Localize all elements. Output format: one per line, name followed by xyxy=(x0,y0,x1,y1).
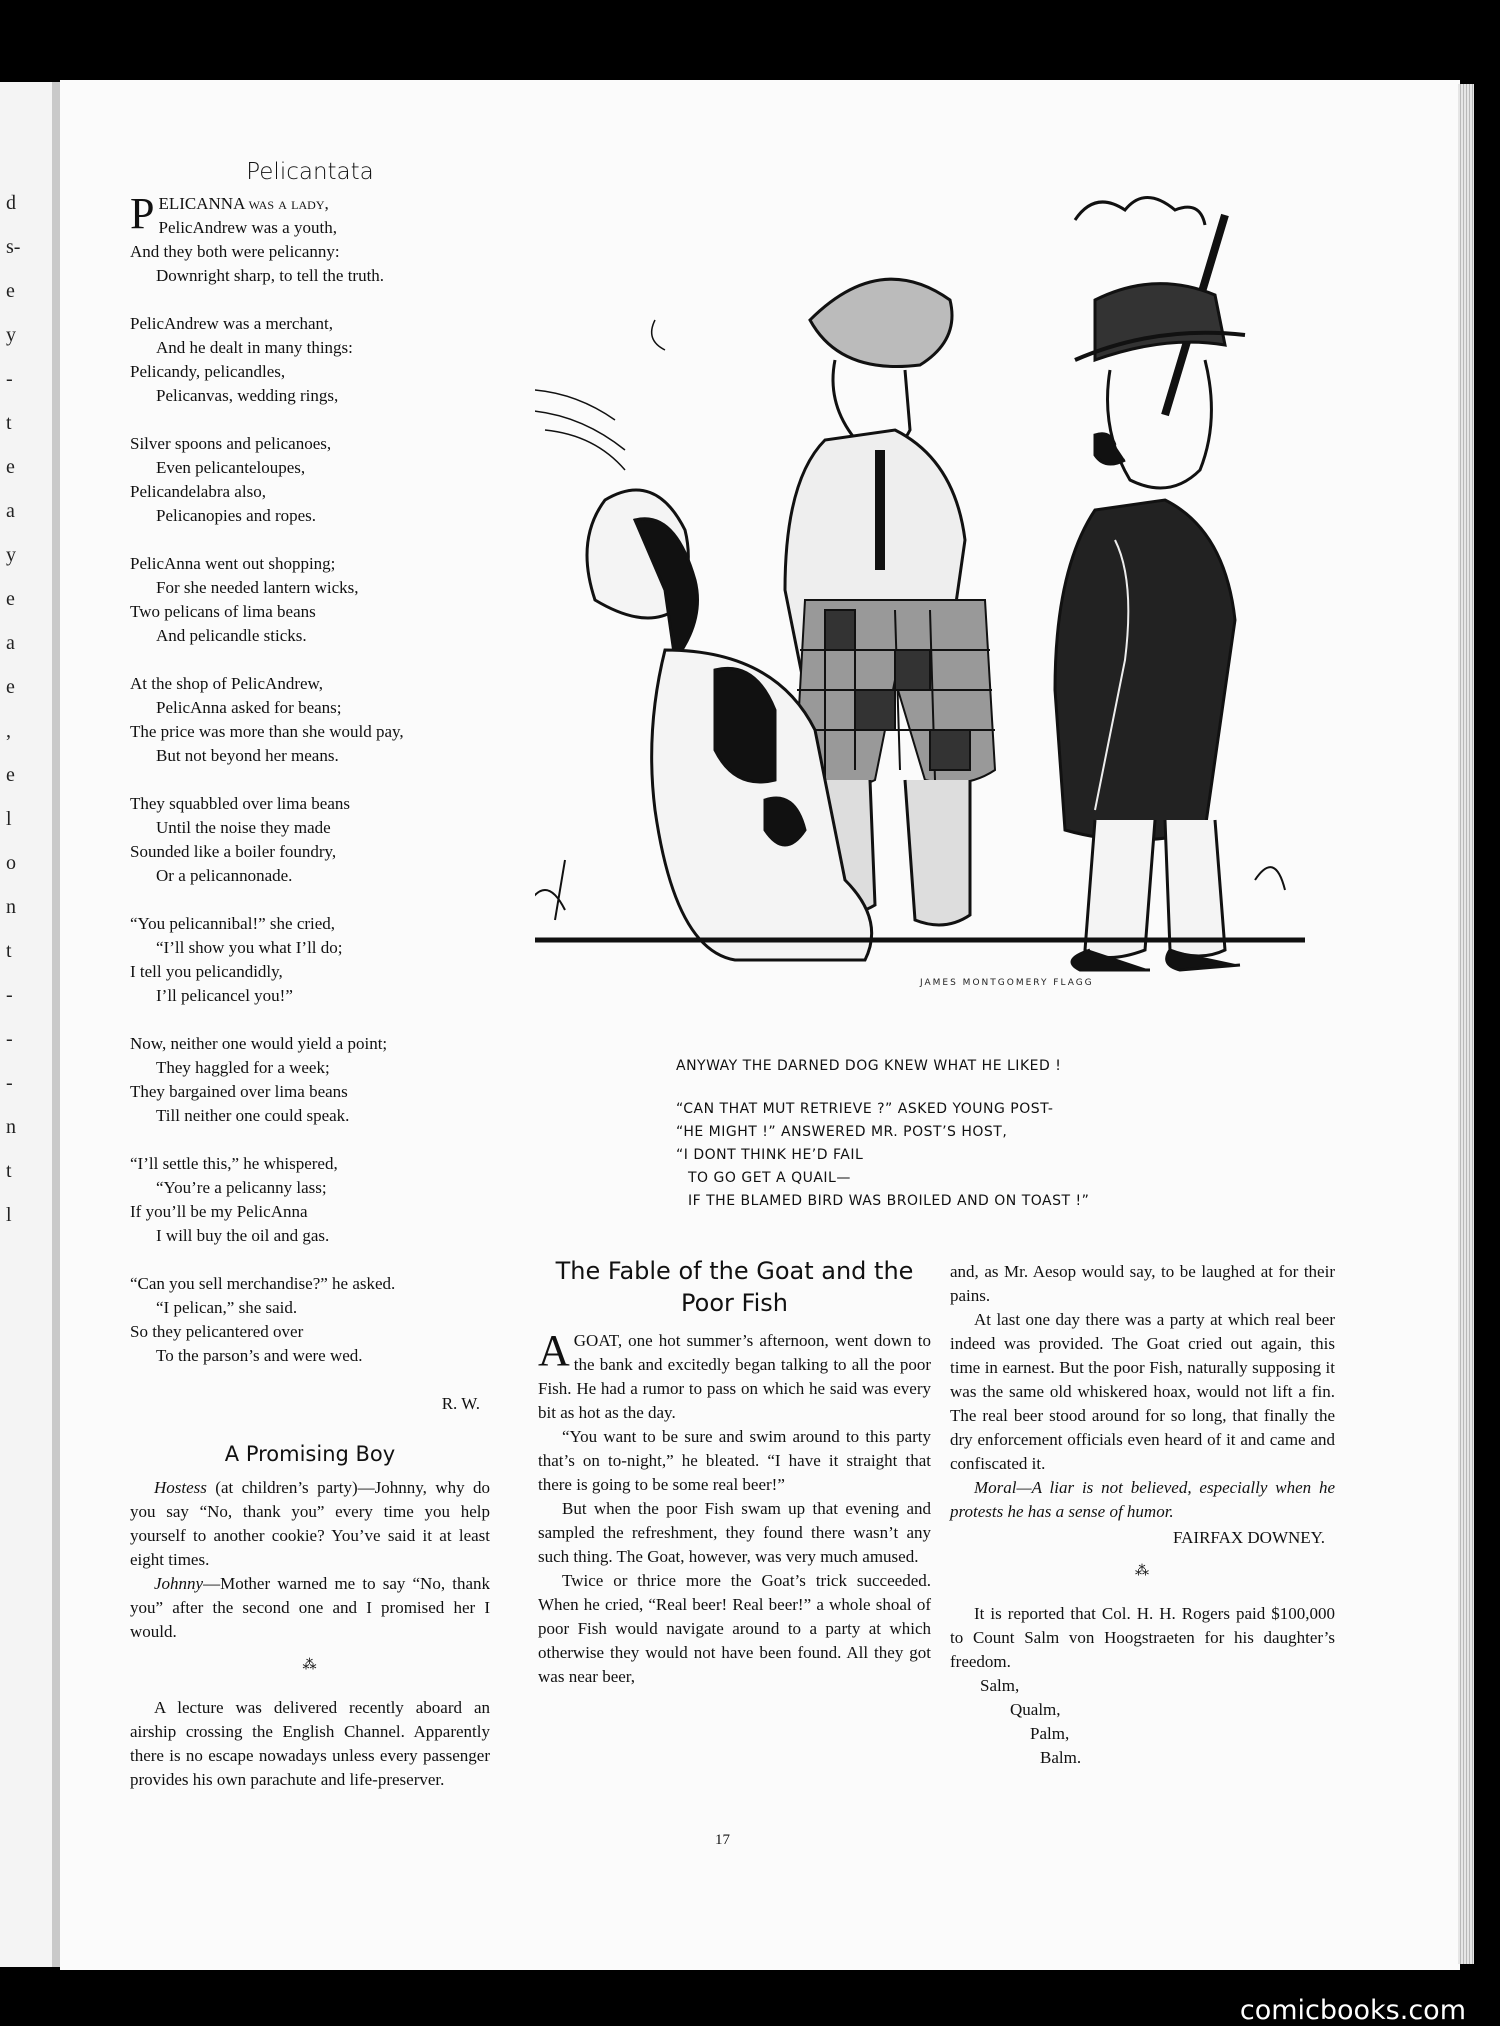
poem-line: Pelicandelabra also, xyxy=(130,482,266,501)
poem-line: At the shop of PelicAndrew, xyxy=(130,674,323,693)
poem-line: And pelicandle sticks. xyxy=(156,626,307,645)
facing-page-letter: - xyxy=(6,1072,13,1094)
poem-dropcap: P xyxy=(130,189,155,238)
poem-line: Pelicandy, pelicandles, xyxy=(130,362,286,381)
poem-line: They bargained over lima beans xyxy=(130,1082,348,1101)
rogers-verse-line: Palm, xyxy=(1030,1724,1070,1743)
poem-line: So they pelicantered over xyxy=(130,1322,304,1341)
cartoon-caption xyxy=(676,1055,1306,1213)
facing-page-edge xyxy=(0,82,56,1967)
page-number: 17 xyxy=(715,1832,730,1848)
facing-page-letter: a xyxy=(6,632,15,654)
left-column xyxy=(130,160,490,1792)
poem-stanza xyxy=(130,672,490,768)
airship-paragraph: A lecture was delivered recently aboard an airship crossing the English Channel. Apparently there is no escape nowadays unless every passenger provides his own parachute and life-preserver. xyxy=(130,1698,490,1789)
caption-line: “HE MIGHT !” ANSWERED MR. POST’S HOST, xyxy=(676,1124,1008,1140)
poem-line: I tell you pelicandidly, xyxy=(130,962,283,981)
facing-page-letter: - xyxy=(6,1028,13,1050)
poem-line: I’ll pelicancel you!” xyxy=(156,986,293,1005)
poem-line: But not beyond her means. xyxy=(156,746,339,765)
poem-stanza xyxy=(130,912,490,1008)
poem-line: Or a pelicannonade. xyxy=(156,866,293,885)
poem-line: Till neither one could speak. xyxy=(156,1106,350,1125)
facing-page-letter: d xyxy=(6,192,16,214)
fable-continuation: and, as Mr. Aesop would say, to be laughed at for their pains. At last one day there was a party at which real beer indeed was provided. The Goat cried out again, this time in earnest. But the poor Fish, naturally supposing it was the same old whiskered hoax, would not lift a fin. The real beer stood around for so long, that finally the dry enforcement officials even heard of it and came and confiscated it. Moral—A liar is not believed, especially when he protests he has a sense of humor. xyxy=(950,1260,1335,1524)
rogers-verse-line: Balm. xyxy=(1040,1748,1082,1767)
illustration-credit: JAMES MONTGOMERY FLAGG xyxy=(920,978,1094,988)
poem-line: Pelicanopies and ropes. xyxy=(156,506,317,525)
poem-line: “Can you sell merchandise?” he asked. xyxy=(130,1274,396,1293)
caption-line: “I DONT THINK HE’D FAIL xyxy=(676,1147,864,1163)
poem-line: They squabbled over lima beans xyxy=(130,794,350,813)
poem-line: Now, neither one would yield a point; xyxy=(130,1034,388,1053)
facing-page-letter: - xyxy=(6,368,13,390)
poem-line: Downright sharp, to tell the truth. xyxy=(156,266,385,285)
middle-column xyxy=(538,1255,931,1689)
facing-page-letter: e xyxy=(6,588,15,610)
comicbooks-watermark: comicbooks.com xyxy=(1239,1995,1466,2026)
poem-line: I will buy the oil and gas. xyxy=(156,1226,330,1245)
poem-line: The price was more than she would pay, xyxy=(130,722,404,741)
poem-line: PelicAndrew was a youth, xyxy=(158,218,337,237)
facing-page-letter: l xyxy=(6,1204,12,1226)
facing-page-letter: l xyxy=(6,808,12,830)
poem-line: And he dealt in many things: xyxy=(156,338,353,357)
hunting-cartoon-illustration xyxy=(535,180,1305,990)
caption-title: ANYWAY THE DARNED DOG KNEW WHAT HE LIKED ! xyxy=(676,1058,1062,1074)
facing-page-letter: n xyxy=(6,1116,16,1138)
poem-line: Silver spoons and pelicanoes, xyxy=(130,434,332,453)
poem-first-line: PELICANNA was a lady, xyxy=(130,189,329,238)
fable-signature: FAIRFAX DOWNEY. xyxy=(1172,1528,1325,1547)
poem-line: Pelicanvas, wedding rings, xyxy=(156,386,339,405)
poem-line: If you’ll be my PelicAnna xyxy=(130,1202,308,1221)
fable-title: The Fable of the Goat and the Poor Fish xyxy=(555,1257,914,1317)
facing-page-letter: o xyxy=(6,852,16,874)
facing-page-letter: t xyxy=(6,940,12,962)
fable-moral: Moral—A liar is not believed, especially when he protests he has a sense of humor. xyxy=(950,1478,1335,1521)
facing-page-letter: e xyxy=(6,456,15,478)
poem-stanza xyxy=(130,312,490,408)
facing-page-letter: y xyxy=(6,544,16,566)
rogers-paragraph: It is reported that Col. H. H. Rogers paid $100,000 to Count Salm von Hoogstraeten for his daughter’s freedom. xyxy=(950,1604,1335,1671)
facing-page-letter: e xyxy=(6,676,15,698)
facing-page-letter: y xyxy=(6,324,16,346)
poem-stanza xyxy=(130,792,490,888)
poem-line: PelicAnna asked for beans; xyxy=(156,698,342,717)
poem-stanza xyxy=(130,1152,490,1248)
poem-line: Until the noise they made xyxy=(156,818,331,837)
facing-page-letter: , xyxy=(6,720,11,742)
poem-stanza xyxy=(130,1272,490,1368)
facing-page-letter: a xyxy=(6,500,15,522)
section-divider-stars: ⁂ xyxy=(302,1658,318,1673)
poem-line: For she needed lantern wicks, xyxy=(156,578,359,597)
poem-line: To the parson’s and were wed. xyxy=(156,1346,363,1365)
promising-boy-title: A Promising Boy xyxy=(224,1442,396,1466)
poem-stanza xyxy=(130,552,490,648)
promising-boy-text: Hostess (at children’s party)—Johnny, why do you say “No, thank you” every time you help yourself to another cookie? You’ve said it at least eight times. Johnny—Mother warned me to say “No, thank you” after the second one and I promised her I would. xyxy=(130,1478,490,1641)
caption-line: IF THE BLAMED BIRD WAS BROILED AND ON TOAST !” xyxy=(688,1193,1090,1209)
caption-line: “CAN THAT MUT RETRIEVE ?” ASKED YOUNG POST- xyxy=(676,1101,1054,1117)
facing-page-letter: n xyxy=(6,896,16,918)
poem-line: “You pelicannibal!” she cried, xyxy=(130,914,336,933)
poem-line: “I’ll settle this,” he whispered, xyxy=(130,1154,338,1173)
poem-stanza xyxy=(130,432,490,528)
poem xyxy=(130,189,490,1368)
facing-page-letter: t xyxy=(6,1160,12,1182)
book-spine xyxy=(52,82,60,1967)
caption-line: TO GO GET A QUAIL— xyxy=(688,1170,851,1186)
page-stack-edge xyxy=(1458,84,1474,1964)
poem-signature: R. W. xyxy=(441,1394,480,1413)
poem-line: They haggled for a week; xyxy=(156,1058,330,1077)
poem-title: Pelicantata xyxy=(246,159,374,185)
poem-stanza xyxy=(130,216,490,288)
poem-stanza xyxy=(130,1032,490,1128)
section-divider-stars: ⁂ xyxy=(1135,1564,1150,1579)
facing-page-letter: s- xyxy=(6,236,21,258)
right-column xyxy=(950,1260,1335,1770)
rogers-verse-line: Qualm, xyxy=(1010,1700,1061,1719)
poem-line: Two pelicans of lima beans xyxy=(130,602,316,621)
poem-line: Even pelicanteloupes, xyxy=(156,458,306,477)
poem-line: “I’ll show you what I’ll do; xyxy=(156,938,343,957)
facing-page-letter: e xyxy=(6,280,15,302)
poem-line: “You’re a pelicanny lass; xyxy=(156,1178,327,1197)
poem-line: PelicAndrew was a merchant, xyxy=(130,314,333,333)
facing-page-letter: - xyxy=(6,984,13,1006)
fable-text: A GOAT, one hot summer’s afternoon, went down to the bank and excitedly began talking to all the poor Fish. He had a rumor to pass on which he said was every bit as hot as the day. “You want to be sure and swim around to this party that’s on to-night,” he bleated. “I have it straight that there is going to be some real beer!” But when the poor Fish swam up that evening and sampled the refreshment, they found there wasn’t any such thing. The Goat, however, was very much amused. Twice or thrice more the Goat’s trick succeeded. When he cried, “Real beer! Real beer!” a whole shoal of poor Fish would navigate around to a party at which otherwise they would not have been found. All they got was near beer, xyxy=(538,1326,931,1686)
caption-lines xyxy=(676,1098,1306,1213)
rogers-verse xyxy=(950,1674,1335,1770)
poem-line: Sounded like a boiler foundry, xyxy=(130,842,337,861)
poem-line: PelicAnna went out shopping; xyxy=(130,554,336,573)
poem-line: And they both were pelicanny: xyxy=(130,242,340,261)
facing-page-letter: t xyxy=(6,412,12,434)
poem-line: “I pelican,” she said. xyxy=(156,1298,298,1317)
fable-dropcap: A xyxy=(538,1326,570,1375)
rogers-verse-line: Salm, xyxy=(980,1676,1020,1695)
facing-page-letter: e xyxy=(6,764,15,786)
